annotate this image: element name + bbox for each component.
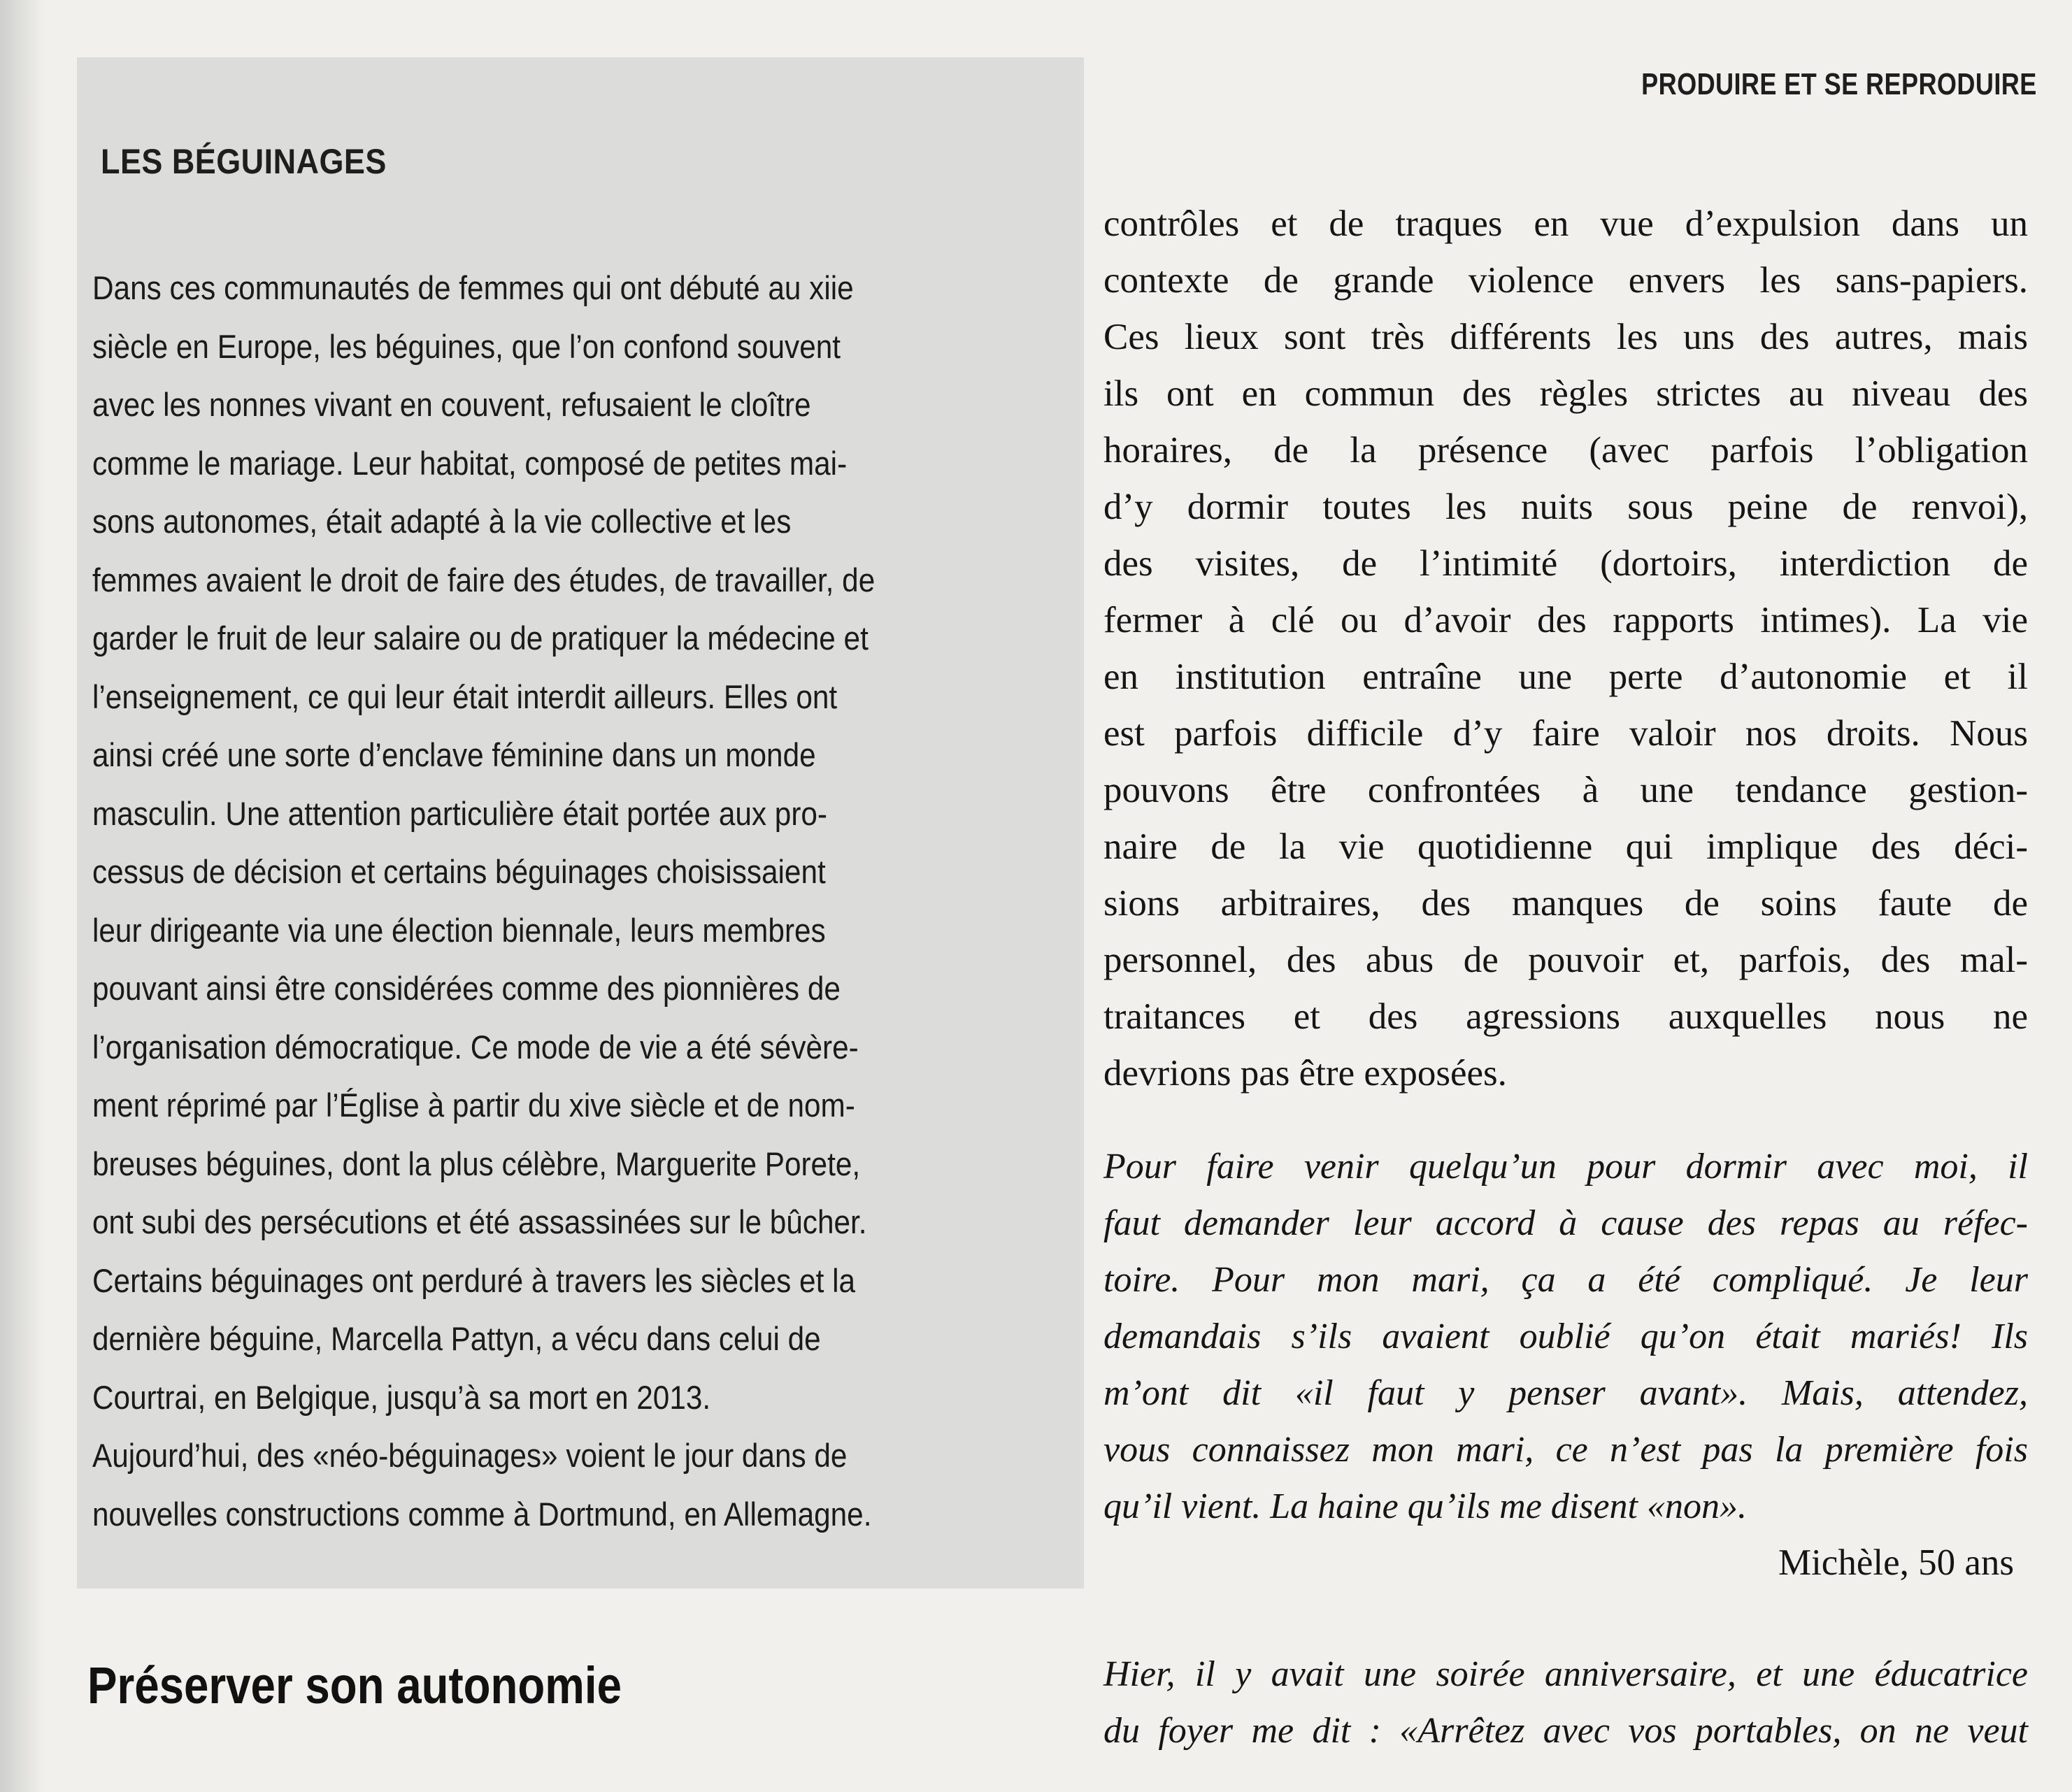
body-line: naire de la vie quotidienne qui implique des déci- (1103, 826, 2028, 867)
body-line: est parfois difficile d’y faire valoir nos droits. Nous (1103, 713, 2028, 754)
quote-line: demandais s’ils avaient oublié qu’on était mariés! Ils (1103, 1317, 2028, 1356)
sidebar-line: Courtrai, en Belgique, jusqu’à sa mort en 2013. (92, 1378, 711, 1416)
running-head: PRODUIRE ET SE REPRODUIRE (1641, 67, 2037, 101)
body-line: horaires, de la présence (avec parfois l’obligation (1103, 430, 2028, 471)
quote-line: vous connaissez mon mari, ce n’est pas la première fois (1103, 1430, 2028, 1470)
body-line: pouvons être confrontées à une tendance gestion- (1103, 770, 2028, 810)
body-line: contrôles et de traques en vue d’expulsion dans un (1103, 203, 2028, 244)
sidebar-line: siècle en Europe, les béguines, que l’on confond souvent (92, 327, 841, 365)
quote-line: faut demander leur accord à cause des repas au réfec- (1103, 1203, 2028, 1243)
sidebar-line: l’organisation démocratique. Ce mode de vie a été sévère- (92, 1028, 859, 1066)
sidebar-line: garder le fruit de leur salaire ou de pratiquer la médecine et (92, 619, 869, 657)
body-line: personnel, des abus de pouvoir et, parfois, des mal- (1103, 940, 2028, 980)
sidebar-line: avec les nonnes vivant en couvent, refusaient le cloître (92, 386, 811, 423)
body-line: ils ont en commun des règles strictes au niveau des (1103, 373, 2028, 414)
sidebar-line: l’enseignement, ce qui leur était interdit ailleurs. Elles ont (92, 678, 838, 715)
sidebar-line: leur dirigeante via une élection biennale, leurs membres (92, 911, 826, 949)
sidebar-line: dernière béguine, Marcella Pattyn, a vécu dans celui de (92, 1320, 821, 1357)
quote-line: Pour faire venir quelqu’un pour dormir avec moi, il (1103, 1147, 2028, 1187)
testimony-quote (1103, 1646, 2028, 1759)
sidebar-line: masculin. Une attention particulière était portée aux pro- (92, 794, 828, 832)
sidebar-line: Aujourd’hui, des «néo-béguinages» voient le jour dans de (92, 1437, 848, 1474)
quote-line: qu’il vient. La haine qu’ils me disent «non». (1103, 1486, 1748, 1526)
body-line: sions arbitraires, des manques de soins faute de (1103, 883, 2028, 924)
sidebar-line: sons autonomes, était adapté à la vie collective et les (92, 503, 792, 540)
section-heading: Préserver son autonomie (87, 1656, 622, 1714)
sidebar-line: ont subi des persécutions et été assassinées sur le bûcher. (92, 1203, 867, 1240)
sidebar-title: LES BÉGUINAGES (101, 142, 387, 181)
body-line: devrions pas être exposées. (1103, 1053, 1507, 1094)
sidebar-box (77, 57, 1084, 1589)
body-line: d’y dormir toutes les nuits sous peine de renvoi), (1103, 487, 2028, 527)
sidebar-line: ment réprimé par l’Église à partir du xive siècle et de nom- (92, 1087, 855, 1124)
body-line: Ces lieux sont très différents les uns des autres, mais (1103, 317, 2028, 357)
body-line: fermer à clé ou d’avoir des rapports intimes). La vie (1103, 600, 2028, 640)
right-column (1103, 196, 2028, 1759)
quote-attribution: Michèle, 50 ans (1778, 1542, 2014, 1583)
quote-line: Hier, il y avait une soirée anniversaire, et une éducatrice (1103, 1654, 2028, 1694)
body-line: contexte de grande violence envers les sans-papiers. (1103, 260, 2028, 301)
sidebar-line: comme le mariage. Leur habitat, composé de petites mai- (92, 444, 848, 482)
sidebar-line: breuses béguines, dont la plus célèbre, Marguerite Porete, (92, 1145, 861, 1182)
sidebar-line: nouvelles constructions comme à Dortmund, en Allemagne. (92, 1495, 872, 1533)
sidebar-line: femmes avaient le droit de faire des études, de travailler, de (92, 561, 876, 598)
sidebar-line: Certains béguinages ont perduré à travers les siècles et la (92, 1261, 856, 1299)
body-text (1103, 196, 2028, 1102)
quote-line: du foyer me dit : «Arrêtez avec vos portables, on ne veut (1103, 1711, 2028, 1751)
body-line: des visites, de l’intimité (dortoirs, interdiction de (1103, 543, 2028, 584)
body-line: en institution entraîne une perte d’autonomie et il (1103, 657, 2028, 697)
sidebar-line: pouvant ainsi être considérées comme des pionnières de (92, 970, 841, 1007)
quote-line: m’ont dit «il faut y penser avant». Mais, attendez, (1103, 1373, 2028, 1413)
sidebar-line: cessus de décision et certains béguinages choisissaient (92, 853, 826, 890)
sidebar-line: Dans ces communautés de femmes qui ont débuté au xiie (92, 269, 854, 306)
body-line: traitances et des agressions auxquelles nous ne (1103, 996, 2028, 1037)
quote-line: toire. Pour mon mari, ça a été compliqué. Je leur (1103, 1260, 2028, 1300)
testimony-quote (1103, 1138, 2028, 1535)
sidebar-text (92, 259, 1057, 1543)
page-edge-shadow (0, 0, 42, 1792)
sidebar-line: ainsi créé une sorte d’enclave féminine dans un monde (92, 736, 816, 773)
